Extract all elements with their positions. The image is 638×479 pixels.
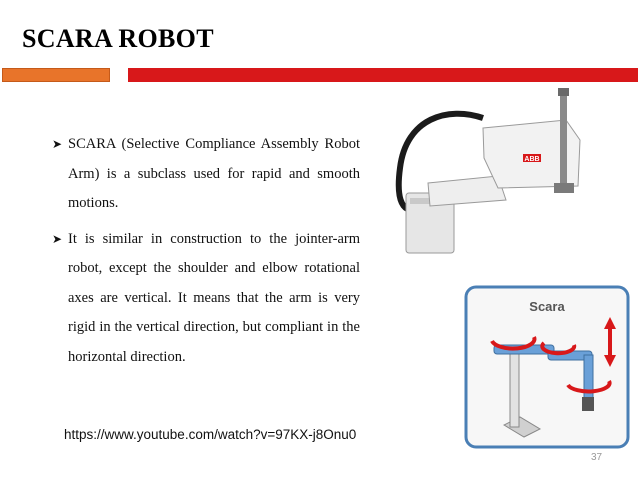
title-underline-red [128, 68, 638, 82]
arrow-bullet-icon: ➤ [52, 137, 63, 151]
title-underline-orange [2, 68, 110, 82]
bullet-list [54, 130, 360, 372]
bullet-item [54, 130, 360, 219]
scara-diagram [464, 285, 630, 449]
source-link[interactable]: https://www.youtube.com/watch?v=97KX-j8Onu0 [64, 427, 357, 442]
brand-label: ABB [524, 156, 540, 163]
diagram-label: Scara [529, 299, 565, 314]
arrow-bullet-icon: ➤ [52, 231, 63, 246]
slide-title: SCARA ROBOT [22, 24, 214, 53]
robot-photo [388, 88, 628, 258]
page-number: 37 [591, 452, 603, 463]
bullet-text: SCARA (Selective Compliance Assembly Robot Arm) is a subclass used for rapid and smooth motions. [68, 136, 360, 211]
bullet-text: It is similar in construction to the jointer-arm robot, except the shoulder and elbow rotational axes are vertical. It means that the arm is very rigid in the vertical direction, but compliant in the horizontal direction. [68, 230, 360, 365]
bullet-item [54, 225, 360, 373]
